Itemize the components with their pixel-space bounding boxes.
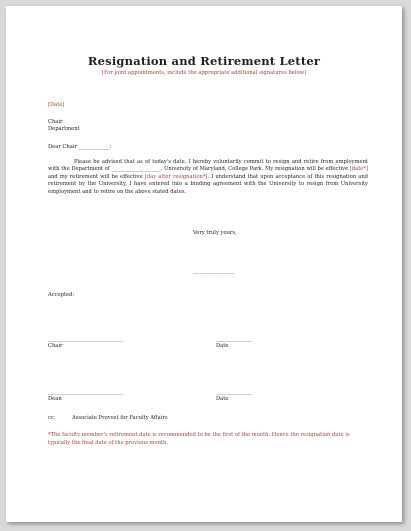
chair-date-line: ______________ — [216, 336, 253, 342]
body-part-3: . I understand that upon acceptance of this resignation and retirement by the University, I have entered into a binding agreement with the University to resign from University employment and to retire on the above stated dates. — [48, 173, 368, 195]
recipient-department: Department — [48, 126, 80, 132]
dean-date-label: Date — [216, 396, 229, 402]
signature-line: ________________ — [193, 268, 235, 274]
chair-signature-line: _____________________________ — [48, 336, 124, 342]
body-part-1: Please be advised that as of today's date, I hereby voluntarily commit to resign and retire from employment with the Department of ___________________, University of Maryland, College Park. My resignation will be effective — [48, 159, 368, 173]
document-page — [6, 6, 402, 522]
cc-label: cc: — [48, 415, 56, 421]
dean-date-line: ______________ — [216, 389, 253, 395]
chair-signature-label: Chair — [48, 343, 63, 349]
letter-title: Resignation and Retirement Letter — [87, 54, 321, 68]
letter-subtitle: [For joint appointments, include the appropriate additional signatures below] — [101, 70, 307, 76]
dean-signature-line: _____________________________ — [48, 389, 124, 395]
dean-signature-label: Dean — [48, 396, 62, 402]
salutation: Dear Chair ____________: — [48, 144, 112, 150]
resignation-date-placeholder: [date*] — [349, 166, 368, 173]
recipient-chair: Chair — [48, 119, 63, 125]
closing: Very truly yours, — [193, 230, 237, 236]
retirement-footnote: *The faculty member's retirement date is recommended to be the first of the month. Hence the resignation date is typically the final date of the previous month. — [48, 432, 350, 446]
date-placeholder: [Date] — [48, 102, 65, 108]
accepted-label: Accepted: — [48, 292, 75, 298]
body-part-2: and my retirement will be effective — [48, 173, 145, 180]
chair-date-label: Date — [216, 343, 229, 349]
letter-body — [48, 159, 368, 196]
cc-value: Associate Provost for Faculty Affairs — [72, 415, 168, 421]
retirement-date-placeholder: [day after resignation*] — [144, 173, 208, 180]
